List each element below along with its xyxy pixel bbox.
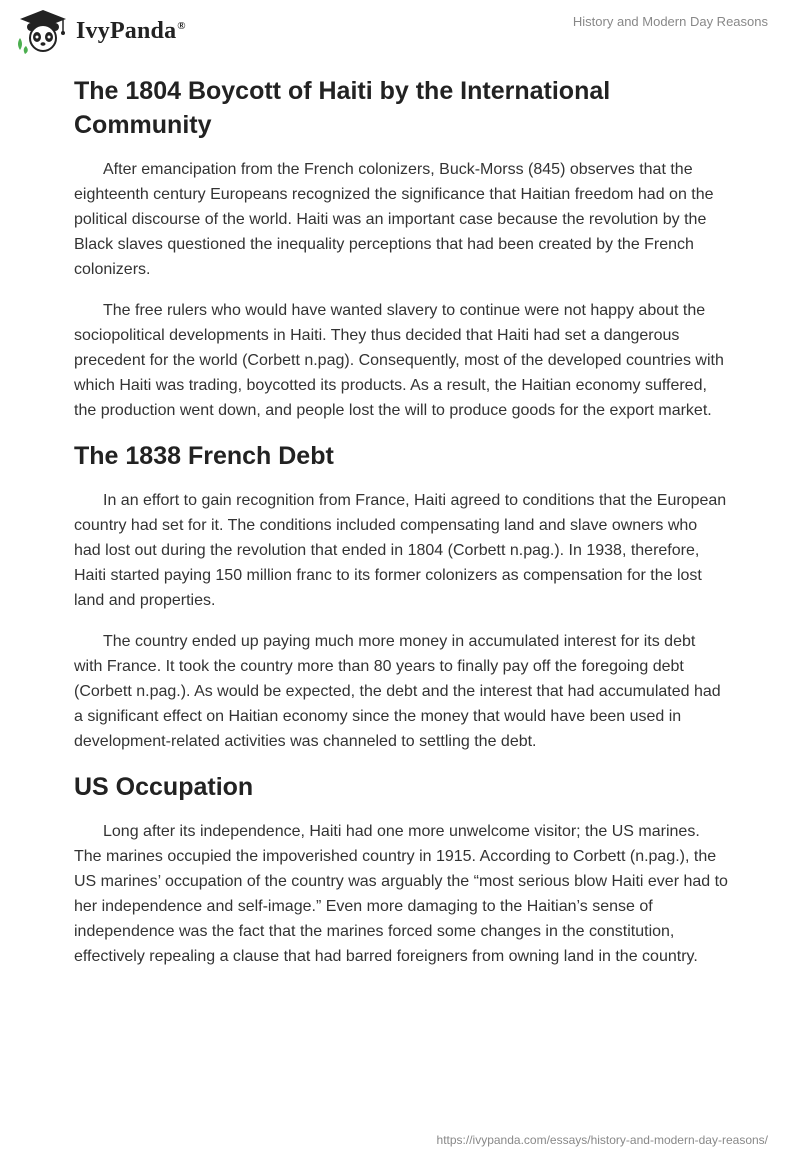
paragraph: The country ended up paying much more money in accumulated interest for its debt with France. It took the country more than 80 years to finally pay off the foregoing debt (Corbett n.pag.). As would be expected, the debt and the interest that had accumulated had a significant effect on Haitian economy since the money that would have been used in development-related activities was channeled to settling the debt. bbox=[74, 633, 721, 750]
document-title: History and Modern Day Reasons bbox=[572, 14, 768, 29]
paragraph: In an effort to gain recognition from France, Haiti agreed to conditions that the European country had set for it. The conditions included compensating land and slave owners who had lost out during the revolution that ended in 1804 (Corbett n.pag.). In 1938, therefore, Haiti started paying 150 million franc to its former colonizers as compensation for the lost land and properties. bbox=[74, 492, 727, 609]
paragraph: The free rulers who would have wanted slavery to continue were not happy about the sociopolitical developments in Haiti. They thus decided that Haiti had set a dangerous precedent for the world (Corbett n.pag). Consequently, most of the developed countries with which Haiti was trading, boycotted its products. As a result, the Haitian economy suffered, the production went down, and people lost the will to produce goods for the export market. bbox=[74, 302, 724, 419]
page-header bbox=[0, 0, 800, 70]
source-url-link[interactable]: https://ivypanda.com/essays/history-and-modern-day-reasons/ bbox=[436, 1133, 768, 1147]
section-heading: The 1838 French Debt bbox=[74, 442, 334, 470]
paragraph: After emancipation from the French colonizers, Buck-Morss (845) observes that the eighteenth century Europeans recognized the significance that Haitian freedom had on the political discourse of the world. Haiti was an important case because the revolution by the Black slaves questioned the inequality perceptions that had been created by the French colonizers. bbox=[74, 161, 714, 278]
section-heading: The 1804 Boycott of Haiti by the International Community bbox=[74, 77, 611, 139]
brand-logo[interactable] bbox=[16, 8, 186, 54]
essay-content bbox=[74, 72, 728, 985]
paragraph: Long after its independence, Haiti had one more unwelcome visitor; the US marines. The marines occupied the impoverished country in 1915. According to Corbett (n.pag.), the US marines’ occupation of the country was arguably the “most serious blow Haiti ever had to her independence and self-image.” Even more damaging to the Haitian’s sense of independence was the fact that the marines forced some changes in the constitution, effectively repealing a clause that had barred foreigners from owning land in the country. bbox=[74, 823, 728, 965]
panda-graduate-icon bbox=[16, 8, 70, 54]
section-heading: US Occupation bbox=[74, 773, 254, 801]
brand-name: IvyPanda® bbox=[76, 17, 186, 44]
